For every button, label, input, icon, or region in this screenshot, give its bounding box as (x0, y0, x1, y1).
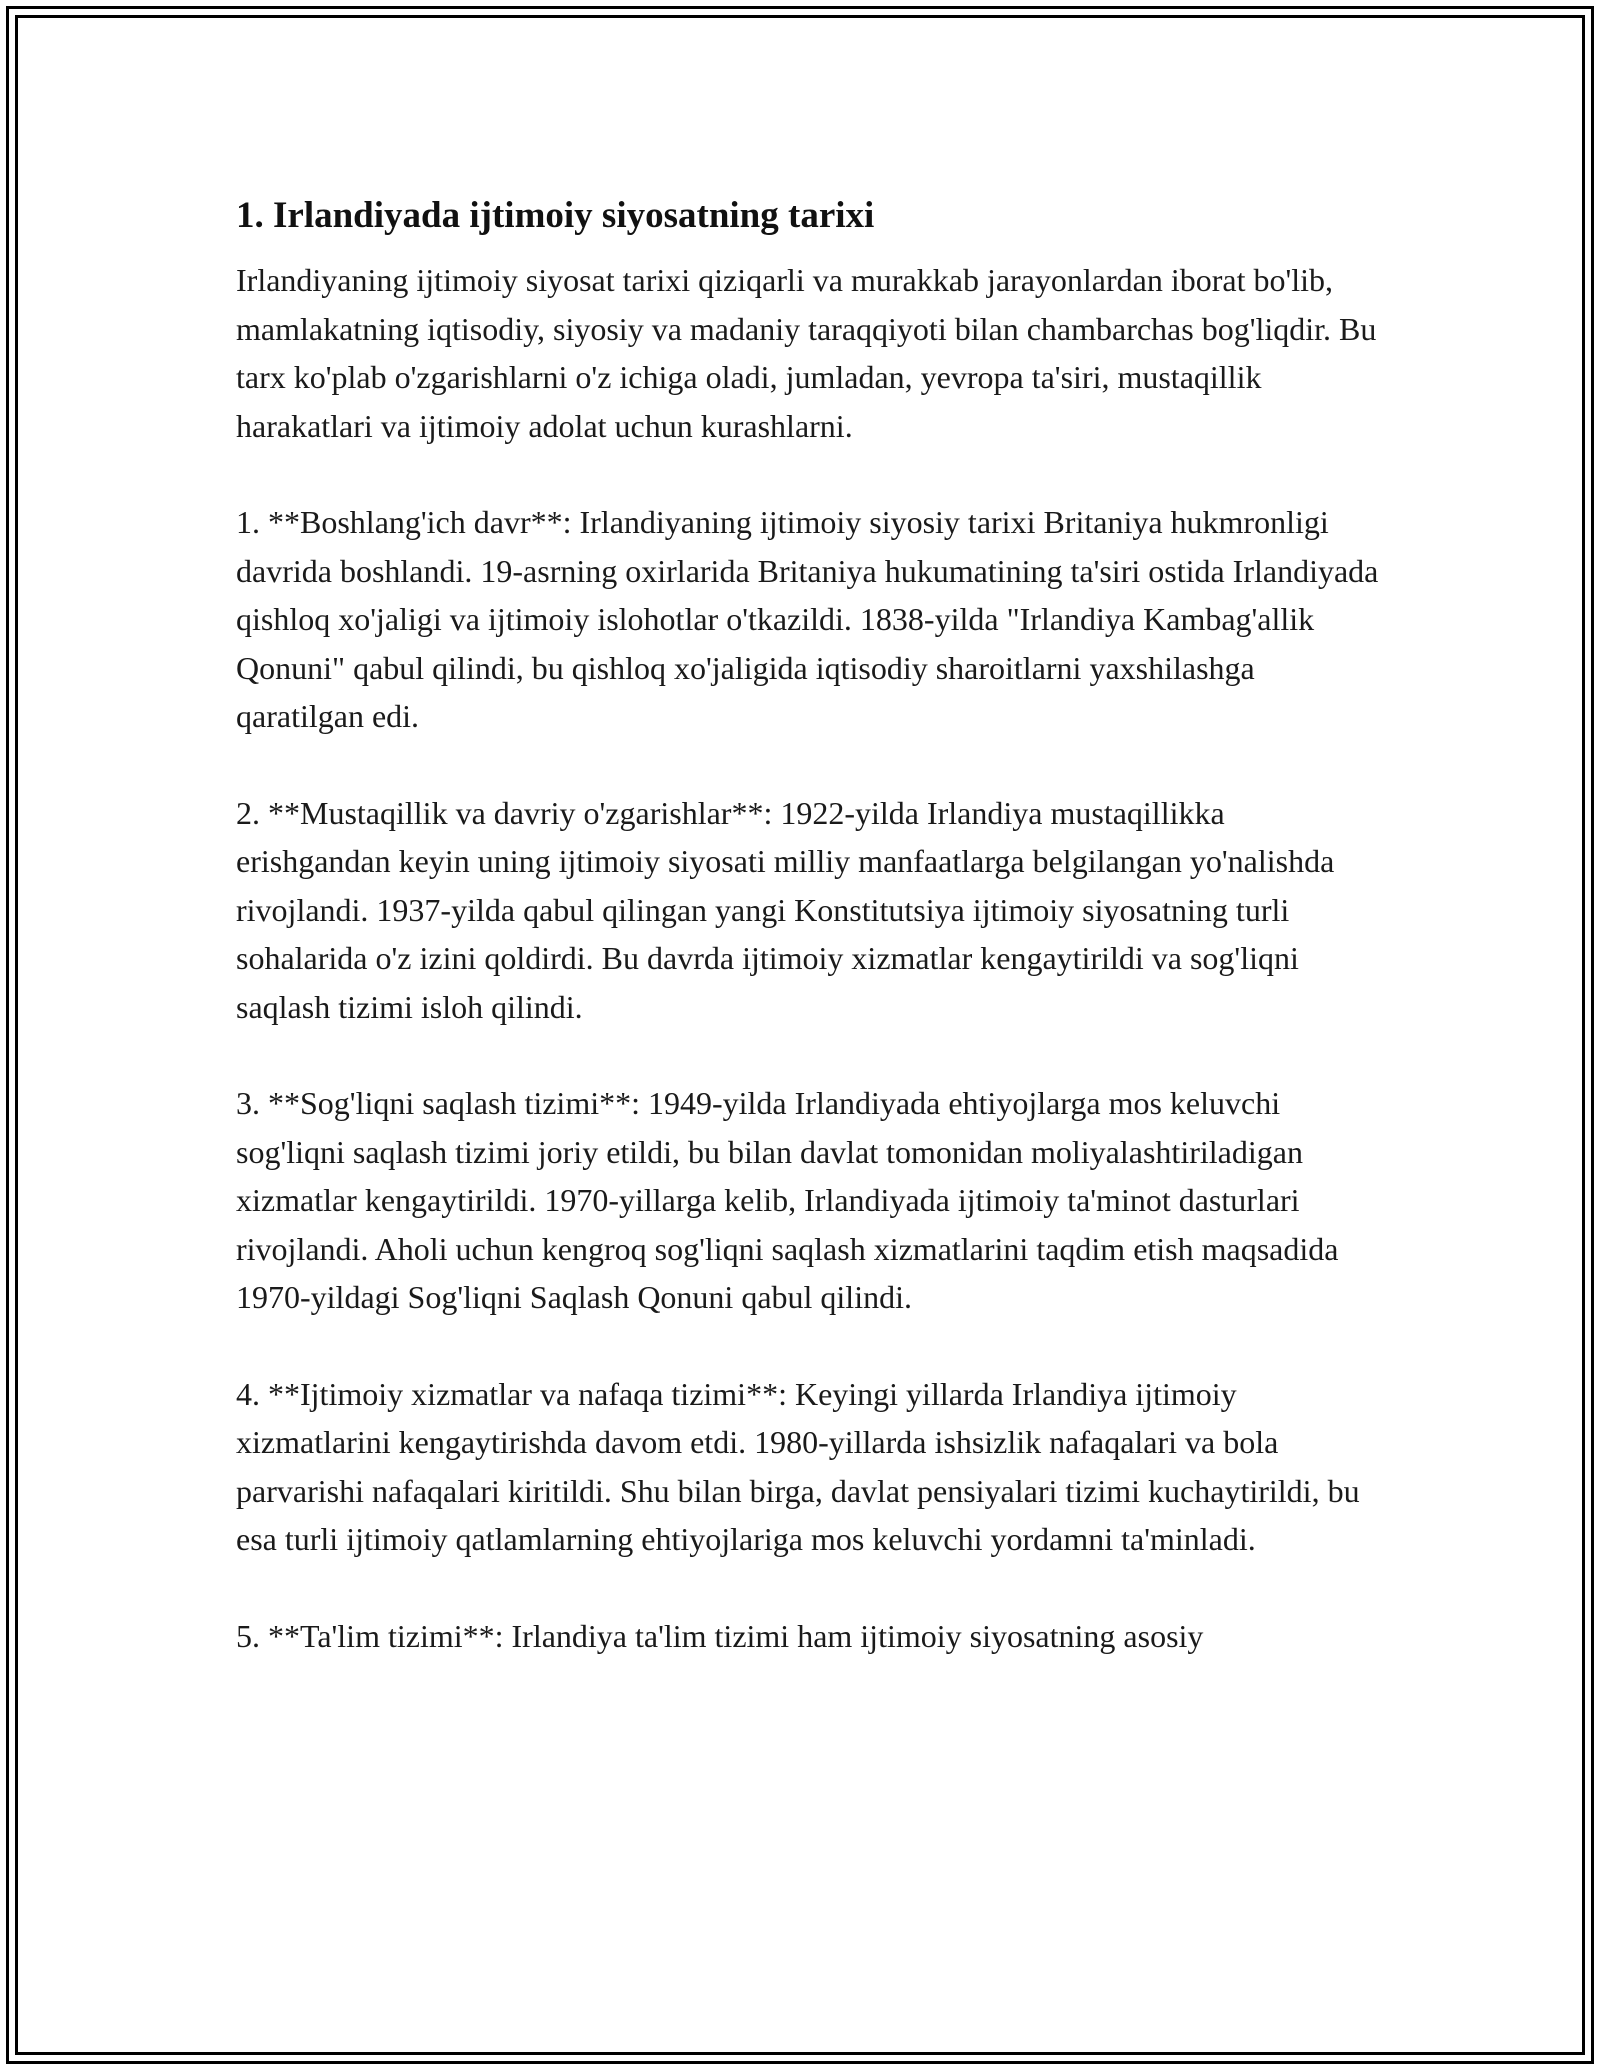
paragraph-sogliqni-saqlash: 3. **Sog'liqni saqlash tizimi**: 1949-yilda Irlandiyada ehtiyojlarga mos keluvchi sog'liqni saqlash tizimi joriy etildi, bu bilan davlat tomonidan moliyalashtiriladigan xizmatlar kengaytirildi. 1970-yillarga kelib, Irlandiyada ijtimoiy ta'minot dasturlari rivojlandi. Aholi uchun kengroq sog'liqni saqlash xizmatlarini taqdim etish maqsadida 1970-yildagi Sog'liqni Saqlash Qonuni qabul qilindi. (236, 1085, 1339, 1315)
document-body (236, 188, 1386, 1708)
paragraph-talim-tizimi: 5. **Ta'lim tizimi**: Irlandiya ta'lim tizimi ham ijtimoiy siyosatning asosiy (236, 1617, 1204, 1654)
paragraph-ijtimoiy-xizmatlar: 4. **Ijtimoiy xizmatlar va nafaqa tizimi**: Keyingi yillarda Irlandiya ijtimoiy xizmatlarini kengaytirishda davom etdi. 1980-yillarda ishsizlik nafaqalari va bola parvarishi nafaqalari kiritildi. Shu bilan birga, davlat pensiyalari tizimi kuchaytirildi, bu esa turli ijtimoiy qatlamlarning ehtiyojlariga mos keluvchi yordamni ta'minladi. (236, 1375, 1360, 1557)
paragraph-mustaqillik: 2. **Mustaqillik va davriy o'zgarishlar**: 1922-yilda Irlandiya mustaqillikka erishgandan keyin uning ijtimoiy siyosati milliy manfaatlarga belgilangan yo'nalishda rivojlandi. 1937-yilda qabul qilingan yangi Konstitutsiya ijtimoiy siyosatning turli sohalarida o'z izini qoldirdi. Bu davrda ijtimoiy xizmatlar kengaytirildi va sog'liqni saqlash tizimi isloh qilindi. (236, 794, 1335, 1025)
intro-paragraph: Irlandiyaning ijtimoiy siyosat tarixi qiziqarli va murakkab jarayonlardan iborat bo'lib, mamlakatning iqtisodiy, siyosiy va madaniy taraqqiyoti bilan chambarchas bog'liqdir. Bu tarx ko'plab o'zgarishlarni o'z ichiga oladi, jumladan, yevropa ta'siri, mustaqillik harakatlari va ijtimoiy adolat uchun kurashlarni. (236, 262, 1377, 444)
paragraph-boshlangich-davr: 1. **Boshlang'ich davr**: Irlandiyaning ijtimoiy siyosiy tarixi Britaniya hukmronligi davrida boshlandi. 19-asrning oxirlarida Britaniya hukumatining ta'siri ostida Irlandiyada qishloq xo'jaligi va ijtimoiy islohotlar o'tkazildi. 1838-yilda "Irlandiya Kambag'allik Qonuni" qabul qilindi, bu qishloq xo'jaligida iqtisodiy sharoitlarni yaxshilashga qaratilgan edi. (236, 504, 1379, 734)
section-heading: 1. Irlandiyada ijtimoiy siyosatning tarixi (236, 195, 875, 236)
